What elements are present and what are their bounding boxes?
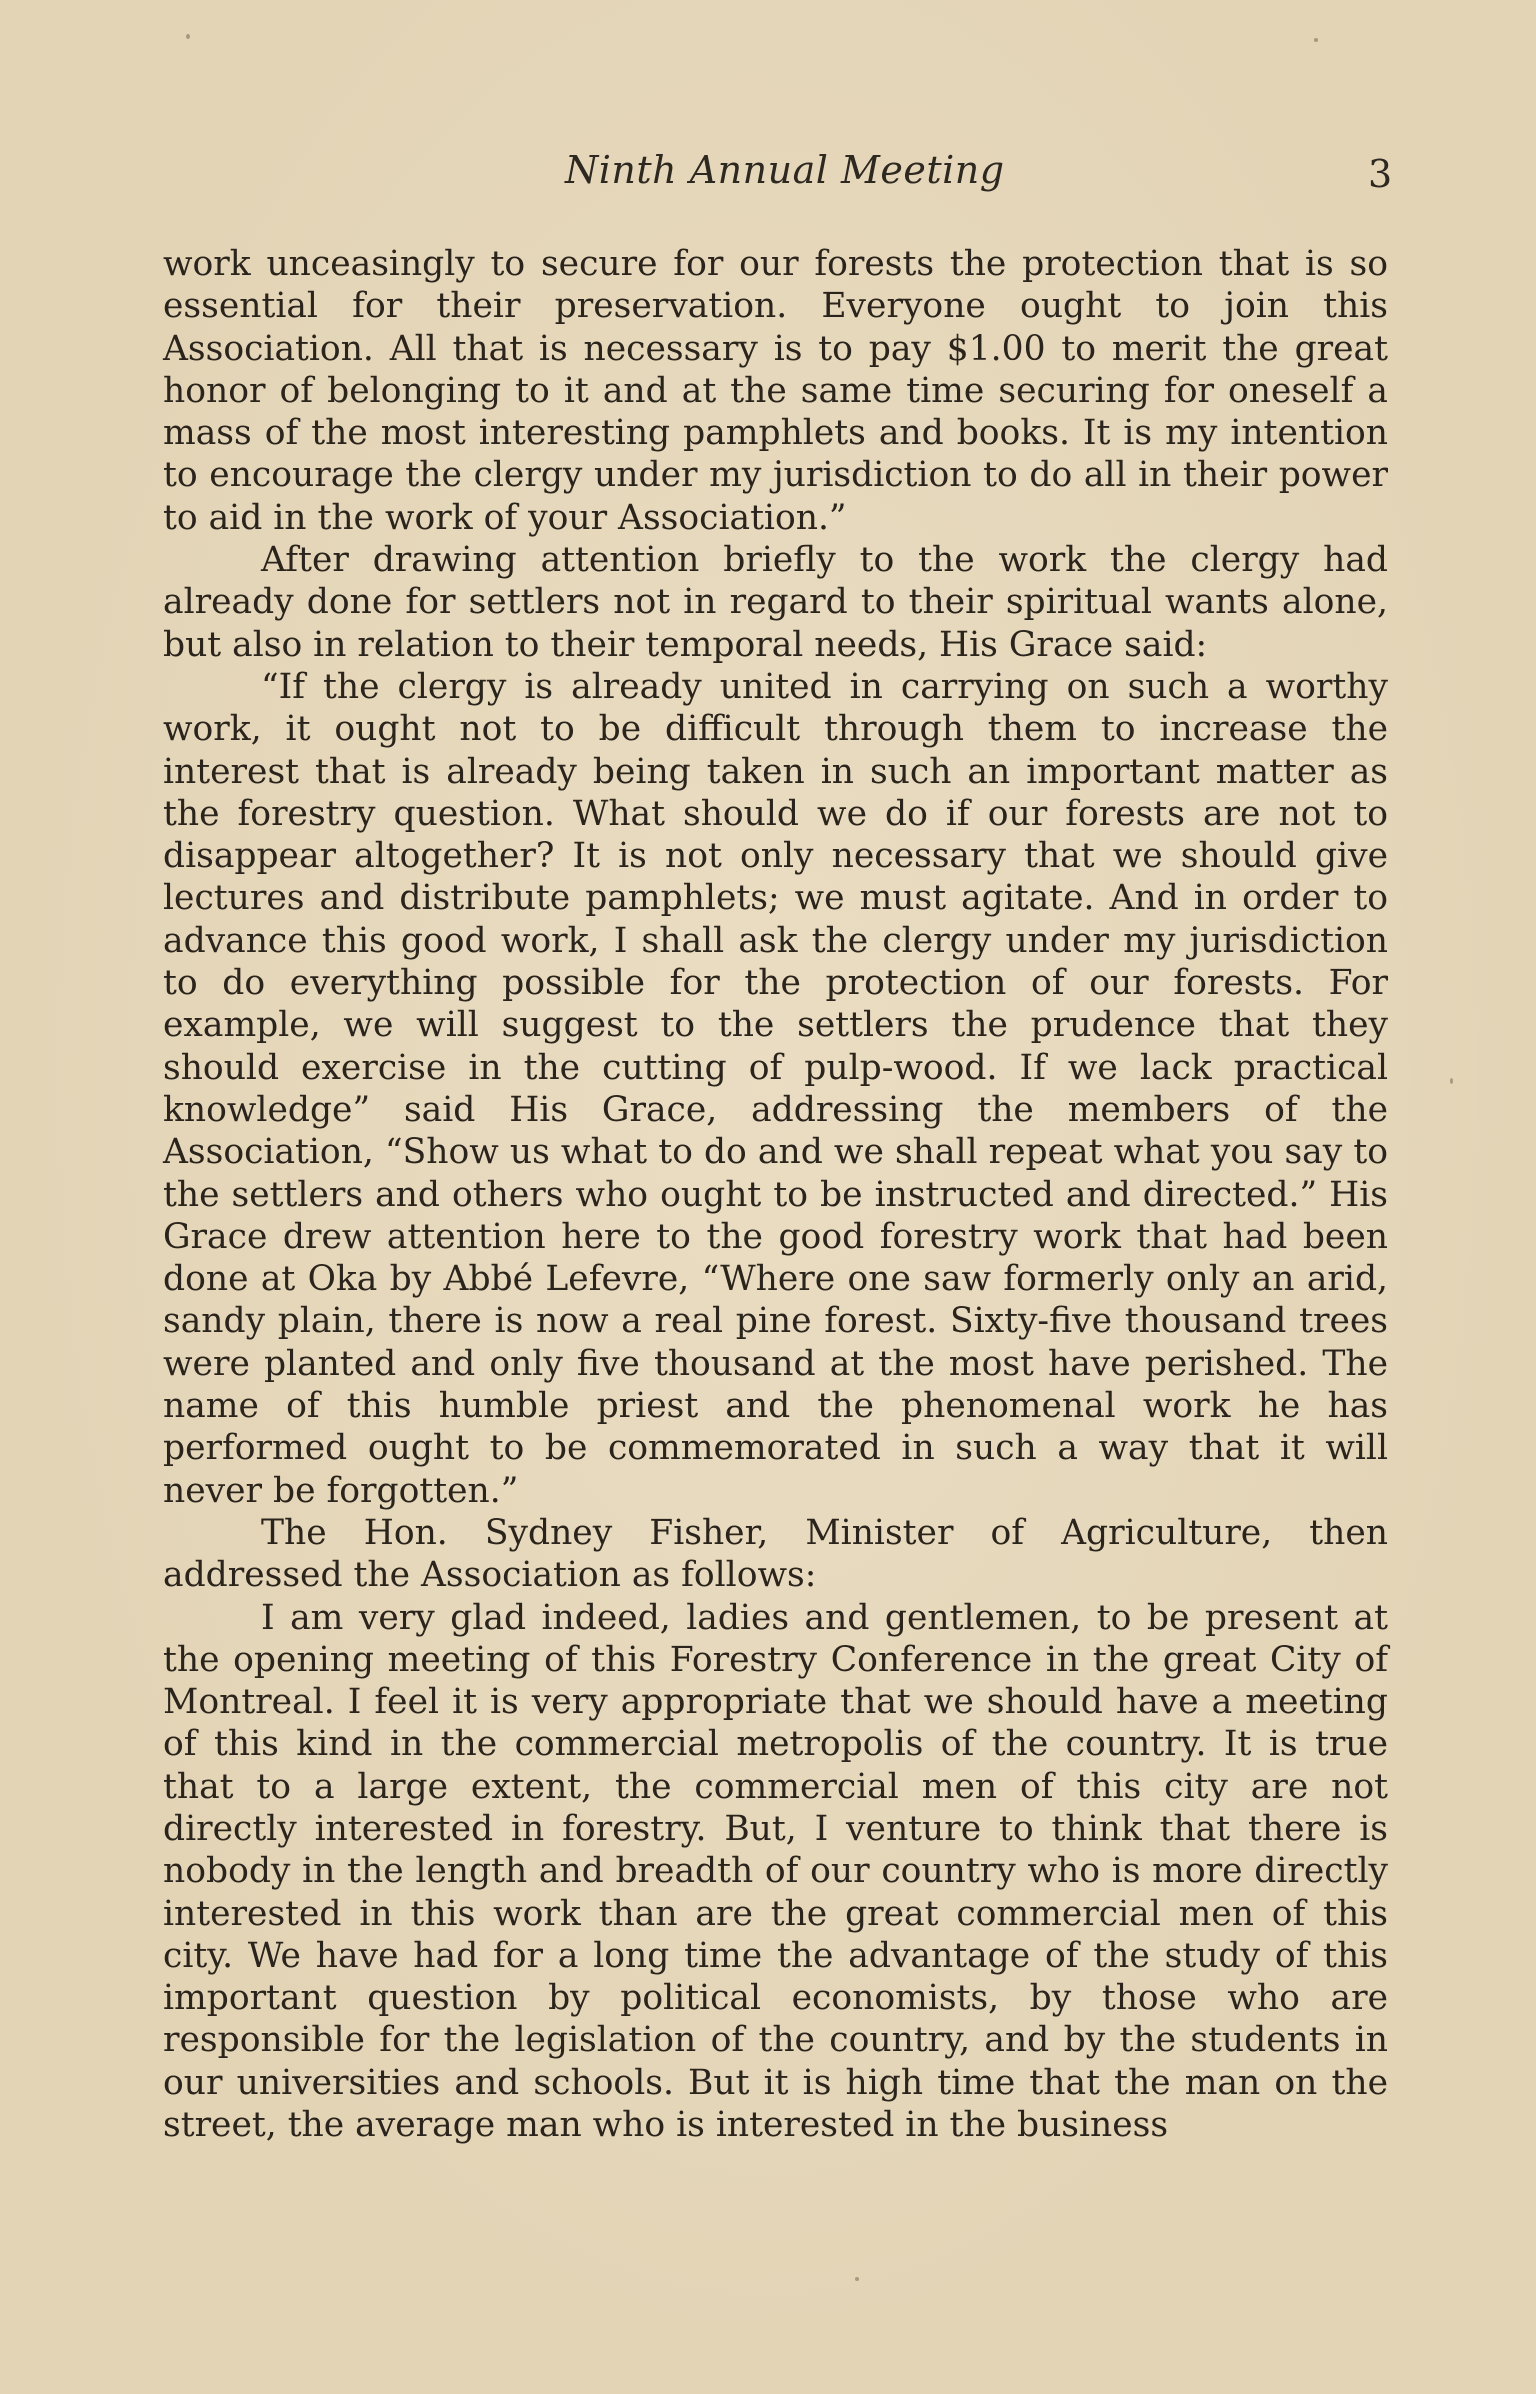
paragraph: After drawing attention briefly to the work the clergy had already done for settlers not in regard to their spiritual wants alone, but also in relation to their temporal needs, His Grace said: — [163, 540, 1388, 665]
page-number: 3 — [1368, 152, 1393, 196]
paragraph-speech: I am very glad indeed, ladies and gentlemen, to be present at the opening meeting of this Forestry Conference in the great City of Montreal. I feel it is very appropriate that we should have a meeting of this kind in the commercial metropolis of the country. It is true that to a large extent, the commercial men of this city are not directly interested in forestry. But, I venture to think that there is nobody in the length and breadth of our country who is more directly interested in this work than are the great commercial men of this city. We have had for a long time the advantage of the study of this important question by political economists, by those who are responsible for the legislation of the country, and by the students in our universities and schools. But it is high time that the man on the street, the average man who is interested in the business — [163, 1597, 1388, 2146]
paragraph-quotation: “If the clergy is already united in carrying on such a worthy work, it ought not to be difficult through them to increase the interest that is already being taken in such an important matter as the forestry question. What should we do if our forests are not to disappear altogether? It is not only necessary that we should give lectures and distribute pamphlets; we must agitate. And in order to advance this good work, I shall ask the clergy under my jurisdiction to do everything possible for the protection of our forests. For example, we will suggest to the settlers the prudence that they should exercise in the cutting of pulp-wood. If we lack practical knowledge” said His Grace, addressing the members of the Association, “Show us what to do and we shall repeat what you say to the settlers and others who ought to be instructed and directed.” His Grace drew attention here to the good forestry work that had been done at Oka by Abbé Lefevre, “Where one saw formerly only an arid, sandy plain, there is now a real pine forest. Sixty-five thousand trees were planted and only five thousand at the most have perished. The name of this humble priest and the phenomenal work he has performed ought to be commemorated in such a way that it will never be forgotten.” — [163, 666, 1388, 1511]
paper-speck — [1314, 38, 1318, 42]
paper-speck — [186, 34, 190, 39]
running-head — [0, 148, 1536, 208]
paper-speck — [855, 2277, 859, 2281]
paragraph: The Hon. Sydney Fisher, Minister of Agriculture, then addressed the Association as follows: — [163, 1512, 1388, 1596]
body-text — [163, 243, 1388, 2146]
running-head-title: Ninth Annual Meeting — [565, 148, 1005, 192]
paragraph-continuation: work unceasingly to secure for our forests the protection that is so essential for their preservation. Everyone ought to join this Association. All that is necessary is to pay $1.00 to merit the great honor of belonging to it and at the same time securing for oneself a mass of the most interesting pamphlets and books. It is my intention to encourage the clergy under my jurisdiction to do all in their power to aid in the work of your Association.” — [163, 244, 1388, 538]
paper-speck — [1450, 1078, 1453, 1084]
